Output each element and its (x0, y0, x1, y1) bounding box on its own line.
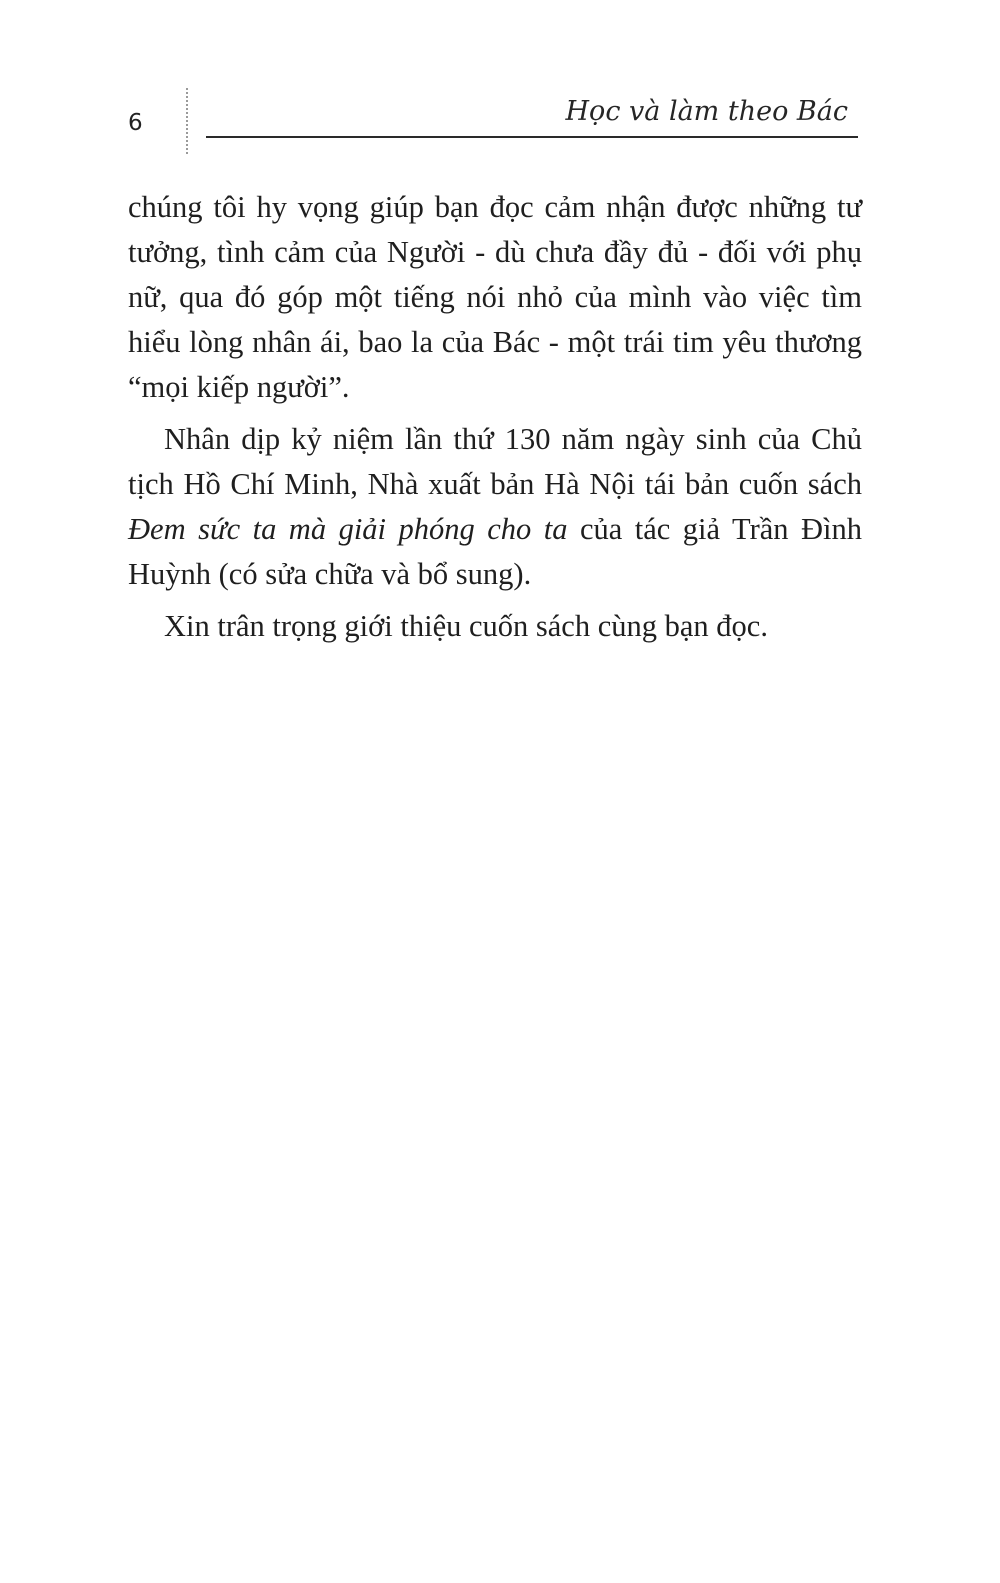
running-title: Học và làm theo Bác (565, 96, 848, 127)
header-rule (206, 136, 858, 138)
body-text (128, 185, 862, 656)
paragraph-1: chúng tôi hy vọng giúp bạn đọc cảm nhận được những tư tưởng, tình cảm của Người - dù chưa đầy đủ - đối với phụ nữ, qua đó góp một tiếng nói nhỏ của mình vào việc tìm hiểu lòng nhân ái, bao la của Bác - một trái tim yêu thương “mọi kiếp người”. (128, 190, 862, 404)
header-dotted-divider (186, 88, 190, 154)
paragraph-2-text-end: của tác giả Trần Đình Huỳnh (có sửa chữa và bổ sung). (128, 512, 862, 591)
paragraph-3: Xin trân trọng giới thiệu cuốn sách cùng bạn đọc. (164, 609, 768, 643)
page-number: 6 (128, 110, 143, 136)
paragraph-2 (128, 417, 862, 597)
book-title: Đem sức ta mà giải phóng cho ta (128, 512, 568, 546)
paragraph-2-text-start: Nhân dịp kỷ niệm lần thứ 130 năm ngày sinh của Chủ tịch Hồ Chí Minh, Nhà xuất bản Hà Nội tái bản cuốn sách (128, 422, 862, 501)
